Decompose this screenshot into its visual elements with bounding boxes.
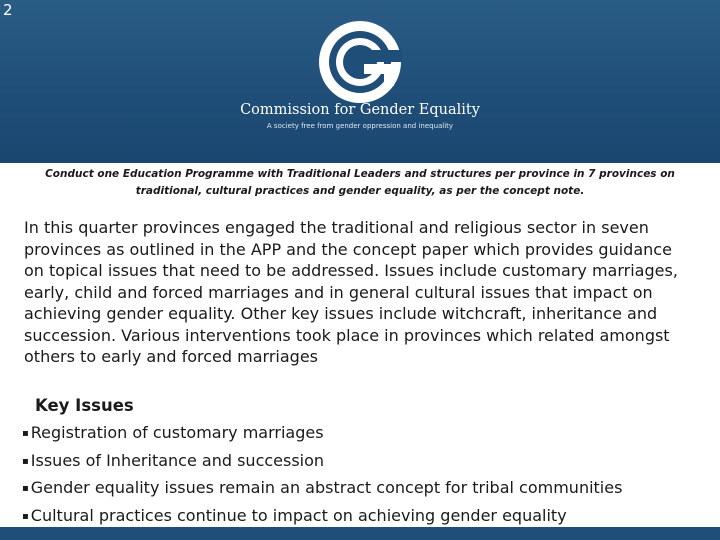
bullet-icon: ▪	[22, 483, 29, 494]
slide-number: 2	[3, 1, 13, 19]
body-paragraph: In this quarter provinces engaged the traditional and religious sector in seven provinces as outlined in the APP and the concept paper which provides guidance on topical issues that need to be addressed. Issues include customary marriages, early, child and forced marriages and in general cultural issues that impact on achieving gender equality. Other key issues include witchcraft, inheritance and succession. Various interventions took place in provinces which related amongst others to early and forced marriages	[24, 218, 678, 366]
key-issues-heading: Key Issues	[35, 396, 134, 415]
cge-logo-icon	[318, 20, 402, 104]
header-banner	[0, 0, 720, 163]
organization-tagline: A society free from gender oppression and inequality	[266, 122, 454, 130]
list-item-text: Registration of customary marriages	[30, 423, 324, 442]
list-item	[22, 503, 702, 531]
list-item	[22, 475, 702, 503]
bullet-icon: ▪	[22, 510, 29, 522]
slide-subtitle	[0, 163, 720, 203]
list-item-text: Gender equality issues remain an abstract concept for tribal communities	[30, 478, 623, 497]
list-item-text: Issues of Inheritance and succession	[30, 450, 325, 470]
footer-bar	[0, 527, 720, 540]
subtitle-line-2: traditional, cultural practices and gender equality, as per the concept note.	[135, 185, 585, 197]
bullet-icon: ▪	[22, 455, 29, 467]
key-issues-list	[22, 420, 702, 530]
list-item	[22, 448, 702, 476]
list-item	[22, 420, 702, 448]
organization-name: Commission for Gender Equality	[240, 102, 480, 118]
bullet-icon: ▪	[22, 428, 29, 439]
list-item-text: Cultural practices continue to impact on achieving gender equality	[30, 505, 567, 525]
subtitle-line-1: Conduct one Education Programme with Traditional Leaders and structures per province in 7 provinces on	[45, 168, 675, 180]
